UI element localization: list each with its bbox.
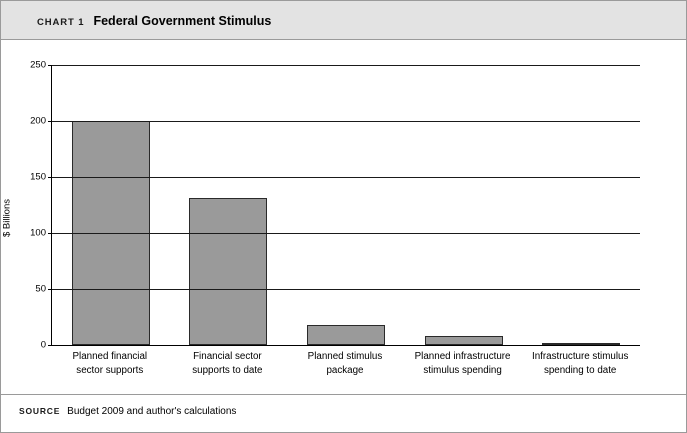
y-axis-tick-label: 50 <box>35 283 46 295</box>
x-axis-tick-label-line: Infrastructure stimulus <box>531 351 629 362</box>
bar <box>189 198 267 345</box>
x-axis-tick-label <box>404 350 521 378</box>
y-axis-tick-label: 100 <box>30 227 46 239</box>
x-axis-tick-label-line: package <box>326 365 364 376</box>
bar <box>542 343 620 345</box>
y-axis-tick-label: 0 <box>40 339 46 351</box>
grid-line <box>52 233 640 234</box>
x-axis-tick-label <box>522 350 639 378</box>
chart-header-inner <box>37 14 271 28</box>
grid-line <box>52 121 640 122</box>
x-axis-tick-label-line: Financial sector <box>193 351 262 362</box>
y-axis-tick-mark <box>48 345 52 346</box>
grid-line <box>52 65 640 66</box>
y-axis-tick-label: 200 <box>30 115 46 127</box>
chart-plot-area <box>1 40 687 395</box>
y-axis-tick-mark <box>48 65 52 66</box>
page-title: Federal Government Stimulus <box>93 14 272 28</box>
x-axis-tick-label-line: sector supports <box>76 365 144 376</box>
grid-line <box>52 289 640 290</box>
x-axis-tick-label-line: spending to date <box>543 365 617 376</box>
x-axis-tick-label-line: supports to date <box>192 365 263 376</box>
x-axis-tick-label-line: Planned financial <box>72 351 148 362</box>
y-axis-title: $ Billions <box>1 198 13 238</box>
y-axis-tick-mark <box>48 233 52 234</box>
source-label: SOURCE <box>19 406 61 416</box>
chart-footer <box>1 394 687 432</box>
bar-slot <box>405 65 522 345</box>
x-axis-tick-label <box>169 350 286 378</box>
chart-header <box>1 1 687 40</box>
chart-footer-inner <box>19 406 236 417</box>
source-text: Budget 2009 and author's calculations <box>67 406 237 417</box>
bar-group <box>52 65 640 345</box>
plot-canvas <box>30 59 640 351</box>
y-axis-tick-label: 250 <box>30 59 46 71</box>
x-axis-labels <box>51 350 639 378</box>
bar-slot <box>523 65 640 345</box>
x-axis-tick-label-line: Planned infrastructure <box>414 351 511 362</box>
y-axis-tick-mark <box>48 121 52 122</box>
x-axis-tick-label-line: Planned stimulus <box>307 351 383 362</box>
bar <box>425 336 503 345</box>
x-axis-tick-label-line: stimulus spending <box>423 365 502 376</box>
grid-line <box>52 177 640 178</box>
x-axis-tick-label <box>286 350 403 378</box>
chart-number-label: CHART 1 <box>37 17 85 28</box>
bar <box>307 325 385 345</box>
bar-slot <box>52 65 169 345</box>
bar-slot <box>170 65 287 345</box>
y-axis-tick-mark <box>48 289 52 290</box>
y-axis-tick-label: 150 <box>30 171 46 183</box>
y-axis-tick-mark <box>48 177 52 178</box>
bar-slot <box>287 65 404 345</box>
x-axis-tick-label <box>51 350 168 378</box>
